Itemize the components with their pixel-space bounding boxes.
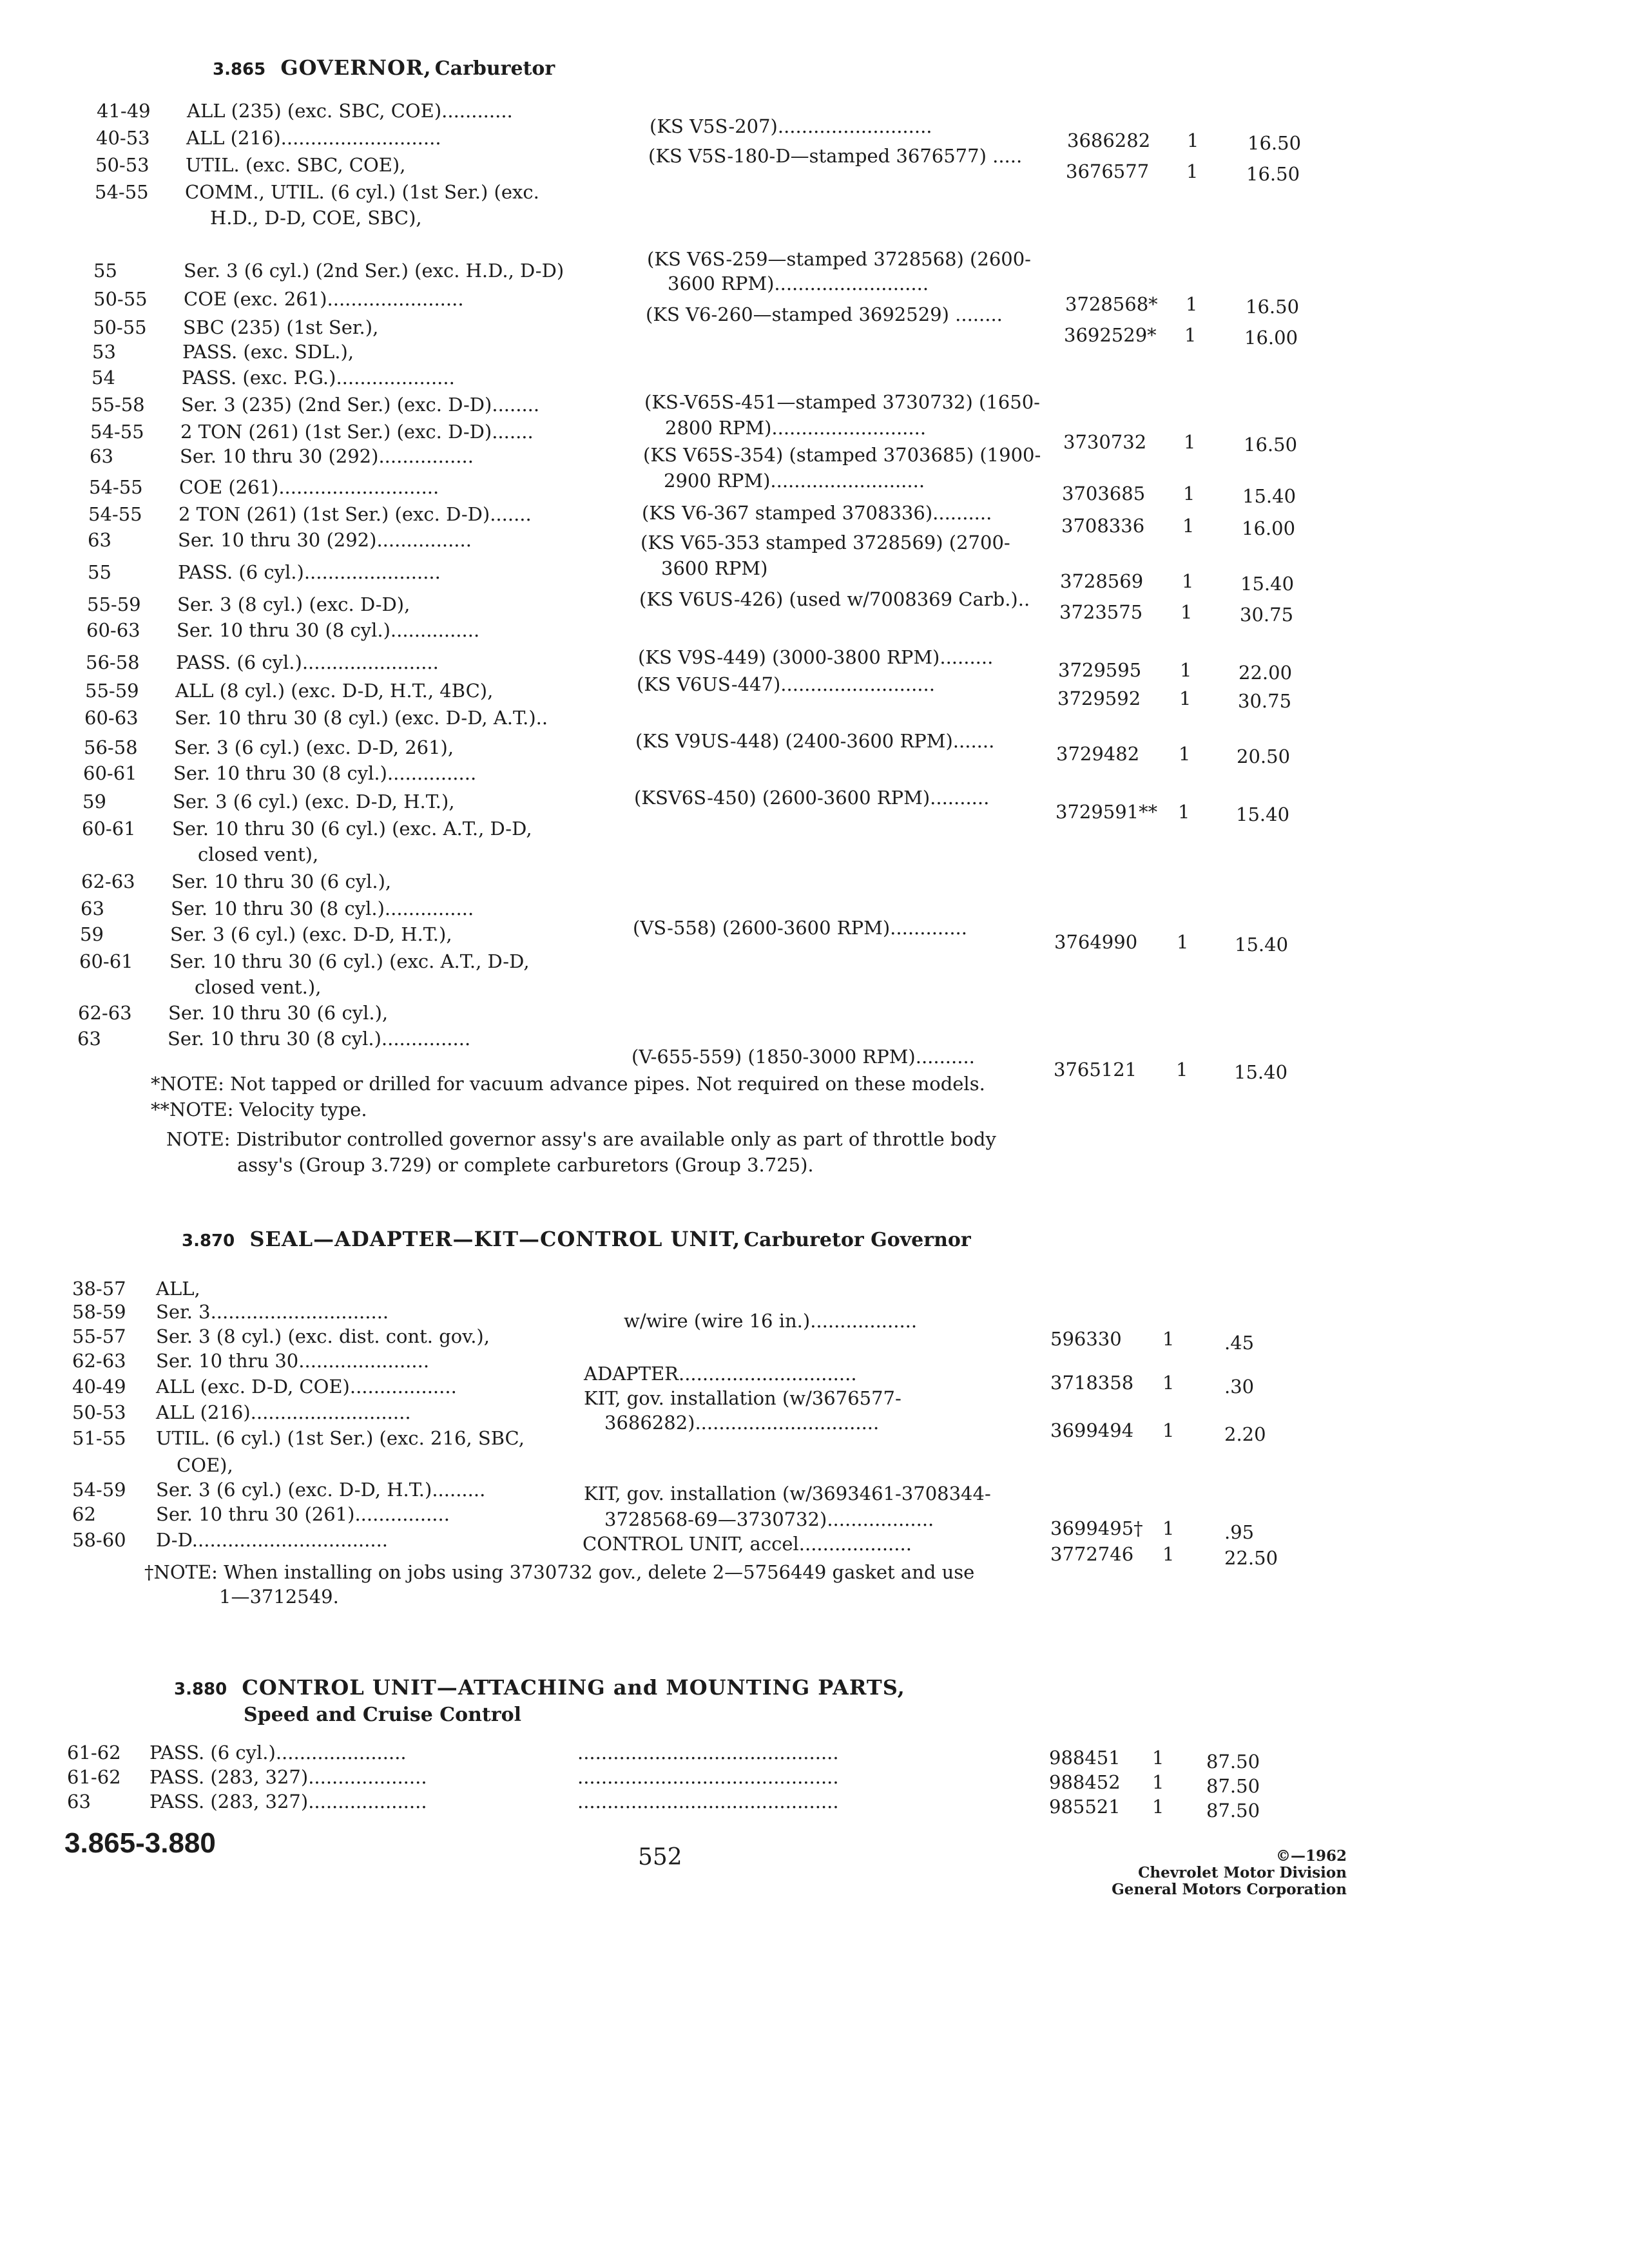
section-header-3870: [182, 1227, 971, 1251]
part-description: (KS V6US-447)..........................: [637, 673, 935, 695]
part-description: (KS V6US-426) (used w/7008369 Carb.)..: [639, 588, 1030, 610]
model-years: 50-53: [72, 1401, 126, 1423]
quantity: 1: [1184, 324, 1197, 346]
price: .30: [1224, 1376, 1255, 1398]
part-number: 3699494: [1050, 1419, 1134, 1441]
application-description: Ser. 10 thru 30 (292)................: [180, 445, 474, 467]
price: 87.50: [1206, 1775, 1260, 1797]
model-years: 54-55: [88, 503, 142, 525]
model-years: 40-49: [72, 1376, 126, 1398]
part-number: 988452: [1049, 1771, 1121, 1793]
application-description: COE),: [177, 1454, 233, 1476]
part-number: 3765121: [1054, 1059, 1137, 1081]
part-number: 3718358: [1050, 1372, 1134, 1394]
price: 16.50: [1248, 132, 1302, 154]
application-description: Ser. 3 (6 cyl.) (exc. D-D, 261),: [174, 736, 454, 758]
price: 16.00: [1242, 517, 1296, 539]
model-years: 58-60: [72, 1529, 126, 1551]
model-years: 50-55: [93, 316, 147, 338]
application-description: Ser. 3 (6 cyl.) (exc. D-D, H.T.),: [170, 923, 452, 945]
model-years: 59: [82, 791, 106, 812]
application-description: ALL,: [156, 1278, 200, 1300]
model-years: 60-61: [83, 762, 137, 784]
part-number: 988451: [1049, 1747, 1121, 1769]
model-years: 60-61: [82, 818, 136, 840]
section-title: CONTROL UNIT—ATTACHING and MOUNTING PARTS,: [242, 1675, 905, 1700]
model-years: 55-57: [72, 1325, 126, 1347]
note-line: NOTE: Distributor controlled governor assy's are available only as part of throttle body: [166, 1128, 996, 1150]
price: 16.00: [1244, 327, 1298, 349]
application-description: SBC (235) (1st Ser.),: [183, 316, 379, 338]
part-number: 3728569: [1060, 570, 1144, 592]
section-number: 3.870: [182, 1231, 235, 1251]
price: 2.20: [1224, 1423, 1266, 1445]
part-description: (KS V5S-180-D—stamped 3676577) .....: [648, 145, 1023, 167]
quantity: 1: [1178, 801, 1190, 823]
quantity: 1: [1162, 1543, 1175, 1565]
part-description: CONTROL UNIT, accel...................: [583, 1533, 912, 1555]
model-years: 63: [81, 898, 104, 919]
section-subtitle: Carburetor Governor: [744, 1229, 971, 1251]
part-number: 3728568*: [1065, 293, 1158, 315]
model-years: 54-55: [90, 421, 144, 443]
part-description: (V-655-559) (1850-3000 RPM)..........: [631, 1046, 975, 1068]
model-years: 62-63: [78, 1002, 132, 1024]
section-subtitle: Carburetor: [434, 57, 555, 80]
publisher-block: [1095, 1848, 1347, 1898]
application-description: COE (exc. 261).......................: [184, 288, 464, 310]
model-years: 41-49: [97, 100, 151, 122]
part-description: ADAPTER..............................: [584, 1363, 857, 1385]
application-description: COMM., UTIL. (6 cyl.) (1st Ser.) (exc.: [185, 181, 539, 203]
model-years: 51-55: [72, 1427, 126, 1449]
application-description: Ser. 10 thru 30 (8 cyl.)...............: [173, 762, 477, 784]
model-years: 62: [72, 1503, 96, 1525]
price: 22.50: [1224, 1547, 1278, 1569]
application-description: ALL (235) (exc. SBC, COE)............: [187, 100, 513, 122]
quantity: 1: [1152, 1771, 1164, 1793]
application-description: ALL (216)...........................: [186, 127, 441, 149]
part-description: KIT, gov. installation (w/3676577-: [584, 1387, 901, 1409]
price: .95: [1224, 1521, 1255, 1543]
application-description: Ser. 10 thru 30......................: [156, 1350, 430, 1372]
price: 15.40: [1242, 485, 1296, 507]
note-line: 1—3712549.: [219, 1586, 339, 1608]
leader-dots: ............................................: [577, 1742, 839, 1763]
application-description: Ser. 3 (235) (2nd Ser.) (exc. D-D)........: [181, 394, 540, 416]
application-description: Ser. 3 (6 cyl.) (exc. D-D, H.T.),: [173, 791, 455, 812]
application-description: Ser. 3 (6 cyl.) (exc. D-D, H.T.).........: [156, 1479, 486, 1501]
application-description: ALL (exc. D-D, COE)..................: [156, 1376, 457, 1398]
quantity: 1: [1176, 1059, 1188, 1081]
price: 30.75: [1240, 604, 1294, 626]
model-years: 54-55: [95, 181, 149, 203]
application-description: Ser. 10 thru 30 (6 cyl.) (exc. A.T., D-D,: [169, 950, 530, 972]
part-number: 3676577: [1066, 160, 1150, 182]
copyright: ©—1962: [1275, 1847, 1347, 1865]
quantity: 1: [1162, 1372, 1175, 1394]
model-years: 55-58: [91, 394, 145, 416]
model-years: 53: [92, 341, 116, 363]
model-years: 58-59: [72, 1301, 126, 1323]
model-years: 50-55: [93, 288, 148, 310]
application-description: Ser. 10 thru 30 (8 cyl.)...............: [168, 1028, 471, 1050]
group-range: 3.865-3.880: [64, 1827, 216, 1859]
application-description: PASS. (exc. SDL.),: [182, 341, 354, 363]
part-number: 3686282: [1067, 130, 1151, 151]
part-description: (KS V65S-354) (stamped 3703685) (1900-: [643, 444, 1041, 466]
model-years: 61-62: [67, 1766, 121, 1788]
part-description-cont: 3600 RPM)..........................: [668, 273, 929, 294]
quantity: 1: [1186, 293, 1198, 315]
application-description: Ser. 10 thru 30 (8 cyl.)...............: [171, 898, 474, 919]
division: Chevrolet Motor Division: [1138, 1864, 1347, 1881]
quantity: 1: [1179, 687, 1191, 709]
quantity: 1: [1152, 1747, 1164, 1769]
model-years: 56-58: [84, 736, 138, 758]
application-description: PASS. (6 cyl.)......................: [149, 1742, 407, 1763]
application-description: Ser. 3 (6 cyl.) (2nd Ser.) (exc. H.D., D-D): [184, 260, 564, 282]
application-description: ALL (216)...........................: [156, 1401, 411, 1423]
part-description: (KS V6-367 stamped 3708336)..........: [642, 502, 992, 524]
model-years: 60-63: [86, 619, 140, 641]
part-number: 3708336: [1061, 515, 1145, 537]
part-number: 3729595: [1058, 659, 1142, 681]
model-years: 62-63: [81, 870, 135, 892]
application-description: H.D., D-D, COE, SBC),: [210, 207, 422, 229]
application-description: UTIL. (exc. SBC, COE),: [186, 154, 406, 176]
model-years: 40-53: [96, 127, 150, 149]
quantity: 1: [1162, 1517, 1175, 1539]
note-line: assy's (Group 3.729) or complete carburetors (Group 3.725).: [237, 1154, 814, 1176]
note-line: *NOTE: Not tapped or drilled for vacuum advance pipes. Not required on these models.: [151, 1073, 985, 1095]
model-years: 54: [92, 367, 115, 389]
part-description: (KSV6S-450) (2600-3600 RPM)..........: [634, 787, 990, 809]
model-years: 60-61: [79, 950, 133, 972]
application-description: COE (261)...........................: [179, 476, 439, 498]
part-description-cont: 3686282)...............................: [604, 1412, 880, 1434]
part-number: 596330: [1050, 1328, 1122, 1350]
quantity: 1: [1184, 431, 1196, 453]
price: 15.40: [1236, 803, 1290, 825]
part-number: 3699495†: [1050, 1517, 1143, 1539]
part-description-cont: 2900 RPM)..........................: [664, 470, 925, 492]
price: 87.50: [1206, 1800, 1260, 1821]
application-description: PASS. (6 cyl.).......................: [178, 561, 441, 583]
model-years: 59: [80, 923, 104, 945]
note-line: †NOTE: When installing on jobs using 3730732 gov., delete 2—5756449 gasket and use: [144, 1561, 975, 1583]
model-years: 63: [90, 445, 113, 467]
application-description: Ser. 3..............................: [156, 1301, 389, 1323]
application-description: Ser. 10 thru 30 (292)................: [178, 529, 472, 551]
part-description: (KS V9S-449) (3000-3800 RPM).........: [638, 646, 994, 668]
part-number: 3703685: [1062, 483, 1146, 505]
model-years: 63: [67, 1791, 91, 1812]
quantity: 1: [1152, 1796, 1164, 1818]
application-description: UTIL. (6 cyl.) (1st Ser.) (exc. 216, SBC,: [156, 1427, 525, 1449]
application-description: PASS. (6 cyl.).......................: [176, 651, 439, 673]
price: 16.50: [1246, 163, 1300, 185]
part-description: (KS V65-353 stamped 3728569) (2700-: [641, 532, 1010, 553]
price: 15.40: [1240, 573, 1295, 595]
part-number: 3729592: [1057, 687, 1141, 709]
part-description: w/wire (wire 16 in.)..................: [624, 1310, 918, 1332]
application-description: Ser. 10 thru 30 (8 cyl.)...............: [177, 619, 480, 641]
quantity: 1: [1187, 130, 1199, 151]
part-number: 985521: [1049, 1796, 1121, 1818]
application-description: Ser. 3 (8 cyl.) (exc. dist. cont. gov.),: [156, 1325, 490, 1347]
price: 15.40: [1235, 934, 1289, 956]
price: 16.50: [1246, 296, 1300, 318]
part-description: (KS V6-260—stamped 3692529) ........: [646, 303, 1003, 325]
price: 15.40: [1234, 1061, 1288, 1083]
model-years: 55: [93, 260, 117, 282]
price: 87.50: [1206, 1751, 1260, 1773]
model-years: 54-59: [72, 1479, 126, 1501]
application-description: PASS. (283, 327)....................: [149, 1791, 427, 1812]
price: 30.75: [1238, 690, 1292, 712]
section-number: 3.865: [213, 60, 266, 79]
section-title: GOVERNOR,: [280, 55, 432, 80]
model-years: 55-59: [85, 680, 139, 702]
application-description: Ser. 3 (8 cyl.) (exc. D-D),: [177, 593, 410, 615]
section-header-3880: [174, 1675, 905, 1700]
part-description-cont: 3600 RPM): [661, 557, 768, 579]
price: 20.50: [1237, 745, 1291, 767]
price: .45: [1224, 1332, 1255, 1354]
application-description: PASS. (exc. P.G.)....................: [182, 367, 455, 389]
page-number: 552: [638, 1844, 682, 1870]
part-number: 3723575: [1059, 601, 1143, 623]
model-years: 55: [88, 561, 111, 583]
quantity: 1: [1177, 931, 1189, 953]
quantity: 1: [1180, 659, 1192, 681]
part-number: 3730732: [1063, 431, 1147, 453]
application-description: PASS. (283, 327)....................: [149, 1766, 427, 1788]
price: 22.00: [1239, 662, 1293, 684]
model-years: 55-59: [87, 593, 141, 615]
corporation: General Motors Corporation: [1112, 1881, 1347, 1898]
part-number: 3729482: [1056, 743, 1140, 765]
part-number: 3772746: [1050, 1543, 1134, 1565]
part-description-cont: 3728568-69—3730732)..................: [604, 1508, 934, 1530]
leader-dots: ............................................: [577, 1791, 839, 1812]
part-number: 3764990: [1054, 931, 1138, 953]
part-description: (KS V5S-207)..........................: [650, 115, 932, 137]
model-years: 61-62: [67, 1742, 121, 1763]
application-description: Ser. 10 thru 30 (261)................: [156, 1503, 450, 1525]
model-years: 63: [88, 529, 111, 551]
quantity: 1: [1183, 483, 1195, 505]
application-description: Ser. 10 thru 30 (6 cyl.) (exc. A.T., D-D,: [172, 818, 532, 840]
section-header-3865: [213, 55, 555, 80]
model-years: 38-57: [72, 1278, 126, 1300]
application-description: ALL (8 cyl.) (exc. D-D, H.T., 4BC),: [175, 680, 494, 702]
part-description-cont: 2800 RPM)..........................: [665, 417, 927, 439]
model-years: 63: [77, 1028, 101, 1050]
part-number: 3729591**: [1055, 801, 1158, 823]
leader-dots: ............................................: [577, 1766, 839, 1788]
section-title: SEAL—ADAPTER—KIT—CONTROL UNIT,: [249, 1227, 741, 1251]
application-description: closed vent),: [198, 843, 319, 865]
application-description: Ser. 10 thru 30 (8 cyl.) (exc. D-D, A.T.)..: [175, 707, 548, 729]
model-years: 56-58: [86, 651, 140, 673]
model-years: 60-63: [84, 707, 139, 729]
application-description: closed vent.),: [195, 976, 322, 998]
quantity: 1: [1182, 570, 1194, 592]
section-subtitle: Speed and Cruise Control: [244, 1704, 521, 1726]
model-years: 50-53: [95, 154, 149, 176]
note-line: **NOTE: Velocity type.: [151, 1099, 367, 1120]
part-description: KIT, gov. installation (w/3693461-3708344-: [584, 1483, 991, 1504]
quantity: 1: [1162, 1328, 1175, 1350]
model-years: 54-55: [89, 476, 143, 498]
quantity: 1: [1179, 743, 1191, 765]
model-years: 62-63: [72, 1350, 126, 1372]
section-number: 3.880: [174, 1680, 227, 1699]
quantity: 1: [1181, 601, 1193, 623]
application-description: D-D.................................: [156, 1529, 389, 1551]
application-description: 2 TON (261) (1st Ser.) (exc. D-D).......: [180, 421, 534, 443]
price: 16.50: [1244, 434, 1298, 456]
part-description: (KS V6S-259—stamped 3728568) (2600-: [647, 248, 1031, 270]
quantity: 1: [1182, 515, 1195, 537]
part-description: (KS-V65S-451—stamped 3730732) (1650-: [644, 391, 1040, 413]
application-description: 2 TON (261) (1st Ser.) (exc. D-D).......: [178, 503, 532, 525]
quantity: 1: [1186, 160, 1199, 182]
application-description: Ser. 10 thru 30 (6 cyl.),: [171, 870, 392, 892]
application-description: Ser. 10 thru 30 (6 cyl.),: [168, 1002, 389, 1024]
part-description: (VS-558) (2600-3600 RPM).............: [633, 917, 967, 939]
quantity: 1: [1162, 1419, 1175, 1441]
part-description: (KS V9US-448) (2400-3600 RPM).......: [635, 730, 995, 752]
part-number: 3692529*: [1064, 324, 1157, 346]
